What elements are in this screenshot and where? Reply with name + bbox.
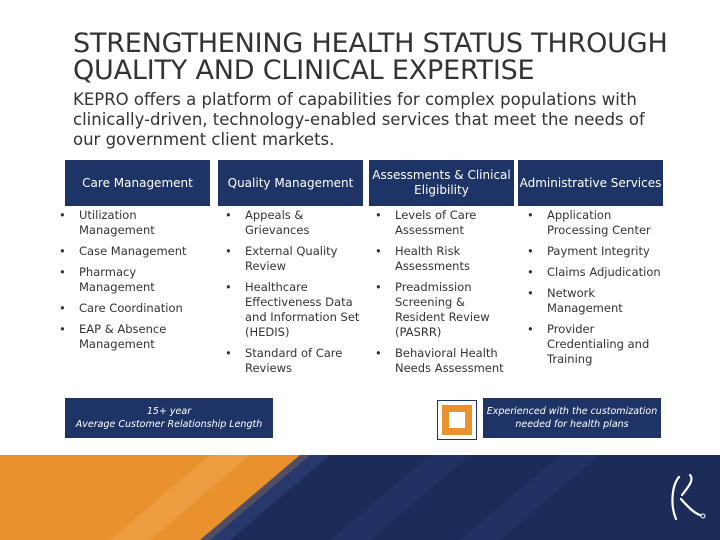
column-header-quality-management: Quality Management: [218, 160, 363, 206]
experience-line-2: needed for health plans: [515, 419, 629, 430]
list-item: • Preadmission Screening & Resident Review (PASRR): [375, 280, 490, 339]
tenure-line-2: Average Customer Relationship Length: [75, 419, 263, 430]
list-item: • Care Coordination: [59, 301, 183, 315]
column-header-care-management: Care Management: [65, 160, 210, 206]
list-item: • Standard of Care Reviews: [225, 346, 343, 375]
list-item: • Utilization Management: [59, 208, 155, 237]
column-header-administrative-services: Administrative Services: [518, 160, 663, 206]
list-item: • EAP & Absence Management: [59, 322, 167, 351]
slide-subtitle: KEPRO offers a platform of capabilities for complex populations with clinically-driven, technology-enabled services that meet the needs of our government client markets.: [73, 90, 645, 149]
footer-band: [0, 455, 720, 540]
list-item: • Healthcare Effectiveness Data and Information Set (HEDIS): [225, 280, 360, 339]
list-item: • Payment Integrity: [527, 244, 650, 258]
list-item: • Health Risk Assessments: [375, 244, 470, 273]
administrative-services-list: [525, 208, 670, 373]
tenure-line-1: 15+ year: [146, 406, 192, 417]
experience-line-1: Experienced with the customization: [486, 406, 658, 417]
tenure-callout: [65, 398, 273, 438]
list-item: • Behavioral Health Needs Assessment: [375, 346, 504, 375]
list-item: • Provider Credentialing and Training: [527, 322, 650, 366]
slide-title: STRENGTHENING HEALTH STATUS THROUGH QUALITY AND CLINICAL EXPERTISE: [73, 28, 668, 86]
list-item: • Application Processing Center: [527, 208, 651, 237]
list-item: • Case Management: [59, 244, 187, 258]
care-management-list: [57, 208, 202, 358]
list-item: • Pharmacy Management: [59, 265, 155, 294]
list-item: • External Quality Review: [225, 244, 338, 273]
column-header-assessments: Assessments & Clinical Eligibility: [369, 160, 514, 206]
list-item: • Network Management: [527, 286, 623, 315]
assessments-list: [373, 208, 518, 382]
list-item: • Appeals & Grievances: [225, 208, 310, 237]
list-item: • Claims Adjudication: [527, 265, 661, 279]
quality-management-list: [223, 208, 368, 382]
experience-callout: [483, 398, 661, 438]
kepro-square-icon: [437, 400, 477, 440]
list-item: • Levels of Care Assessment: [375, 208, 477, 237]
